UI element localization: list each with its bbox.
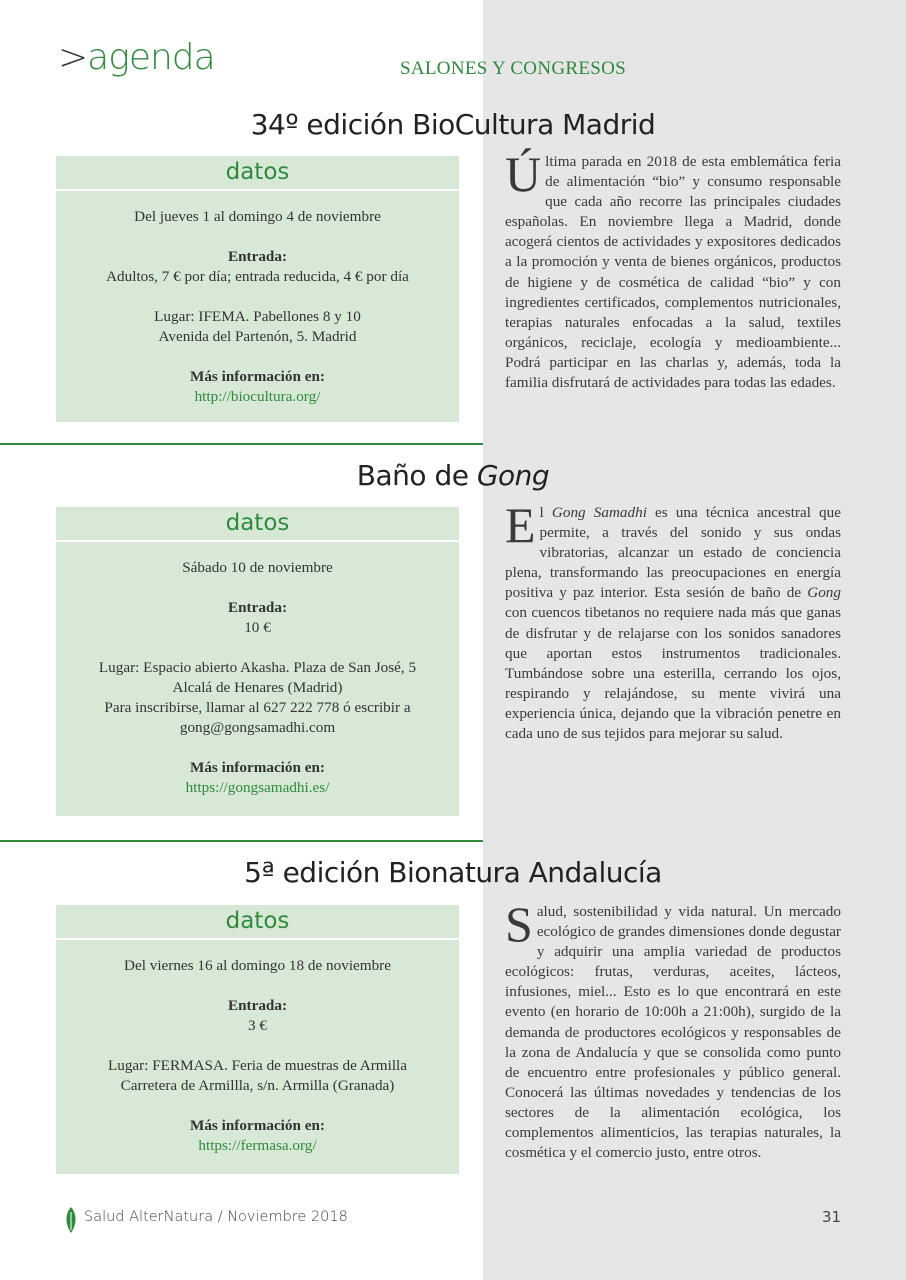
description-text: ltima parada en 2018 de esta emblemática feria de alimentación “bio” y consumo responsable que cada año recorre las principales ciudades españolas. En noviembre llega a Madrid, donde acogerá cientos de actividades y expositores dedicados a la promoción y venta de bienes orgánicos, productos de higiene y de cosmética de calidad “bio” y con ingredientes certificados, complementos nutricionales, terapias naturales enfocadas a la salud, textiles orgánicos, reciclaje, ecología y medioambiente... Podrá participar en las charlas y, además, toda la familia disfrutará de actividades para todas las edades. (505, 153, 841, 392)
header-title: agenda (87, 37, 215, 78)
section-divider (0, 443, 483, 445)
drop-cap: E (505, 497, 536, 553)
info-label: Más información en: (190, 368, 325, 385)
event-info-box (56, 156, 459, 422)
leaf-icon (64, 1206, 78, 1234)
footer-publication: Salud AlterNatura / Noviembre 2018 (84, 1209, 348, 1225)
info-link[interactable]: http://biocultura.org/ (194, 388, 321, 405)
entry-value: 10 € (244, 619, 271, 636)
section-header (58, 37, 215, 78)
entry-label: Entrada: (227, 248, 288, 265)
description-text: l (539, 504, 552, 521)
section-subtitle: SALONES Y CONGRESOS (400, 58, 626, 79)
section-divider (0, 840, 483, 842)
info-label: Más información en: (190, 759, 325, 776)
title-plain: Baño de (356, 459, 477, 492)
event-description (505, 896, 841, 1163)
box-heading: datos (56, 507, 459, 542)
title-italic: Gong (476, 459, 550, 492)
place-line: Lugar: FERMASA. Feria de muestras de Armilla (107, 1057, 408, 1074)
place-line: Para inscribirse, llamar al 627 222 778 ó escribir a (104, 699, 411, 716)
drop-cap: S (505, 896, 533, 952)
description-text: alud, sostenibilidad y vida natural. Un mercado ecológico de grandes dimensiones donde degustar y adquirir una amplia variedad de productos ecológicos: frutas, verduras, aceites, lácteos, infusiones, miel... Esto es lo que encontrará en este evento (en horario de 10:00h a 21:00h), surgido de la demanda de productores ecológicos y responsables de la zona de Andalucía y que se consolida como punto de encuentro entre profesionales y público general. Conocerá las últimas novedades y tendencias de los sectores de la alimentación ecológica, los complementos alimenticios, las terapias naturales, la cosmética y el comercio justo, entre otros. (505, 903, 841, 1162)
event-dates: Del jueves 1 al domingo 4 de noviembre (134, 208, 381, 225)
entry-value: Adultos, 7 € por día; entrada reducida, 4 € por día (106, 268, 409, 285)
header-prefix: > (58, 37, 88, 78)
place-line: Carretera de Armillla, s/n. Armilla (Granada) (120, 1077, 395, 1094)
event-description (505, 497, 841, 744)
box-heading: datos (56, 905, 459, 940)
event-title-biocultura: 34º edición BioCultura Madrid (250, 108, 656, 141)
event-info-box (56, 905, 459, 1174)
info-link[interactable]: https://gongsamadhi.es/ (185, 779, 330, 796)
drop-cap: Ú (505, 146, 542, 202)
description-text: es una técnica ancestral que permite, a través del sonido y sus ondas vibratorias, alcanzar un estado de conciencia plena, transformando las preocupaciones en energía positiva y paz interior. Esta sesión de baño de (505, 504, 841, 602)
info-label: Más información en: (190, 1117, 325, 1134)
event-title-bionatura: 5ª edición Bionatura Andalucía (244, 856, 662, 889)
place-line: Lugar: Espacio abierto Akasha. Plaza de San José, 5 (98, 659, 417, 676)
event-info-box (56, 507, 459, 816)
place-line: Lugar: IFEMA. Pabellones 8 y 10 (154, 308, 361, 325)
box-heading: datos (56, 156, 459, 191)
place-line: Alcalá de Henares (Madrid) (172, 679, 343, 696)
event-title-gong (0, 459, 906, 492)
page-number: 31 (822, 1208, 842, 1226)
place-line: Avenida del Partenón, 5. Madrid (158, 328, 357, 345)
entry-label: Entrada: (227, 599, 288, 616)
entry-value: 3 € (248, 1017, 267, 1034)
description-italic: Gong Samadhi (551, 504, 647, 521)
entry-label: Entrada: (227, 997, 288, 1014)
description-italic: Gong (807, 584, 841, 602)
event-description (505, 146, 841, 393)
event-dates: Del viernes 16 al domingo 18 de noviembre (124, 957, 391, 974)
place-line: gong@gongsamadhi.com (179, 719, 336, 736)
info-link[interactable]: https://fermasa.org/ (198, 1137, 317, 1154)
description-text: con cuencos tibetanos no requiere nada más que ganas de disfrutar y de relajarse con los sonidos sanadores que aportan estos instrumentos tradicionales. Tumbándose sobre una esterilla, cerrando los ojos, respirando y relajándose, su mente vivirá una experiencia única, dejando que la vibración penetre en cada uno de sus tejidos para mejorar su salud. (505, 604, 841, 743)
event-dates: Sábado 10 de noviembre (182, 559, 333, 576)
